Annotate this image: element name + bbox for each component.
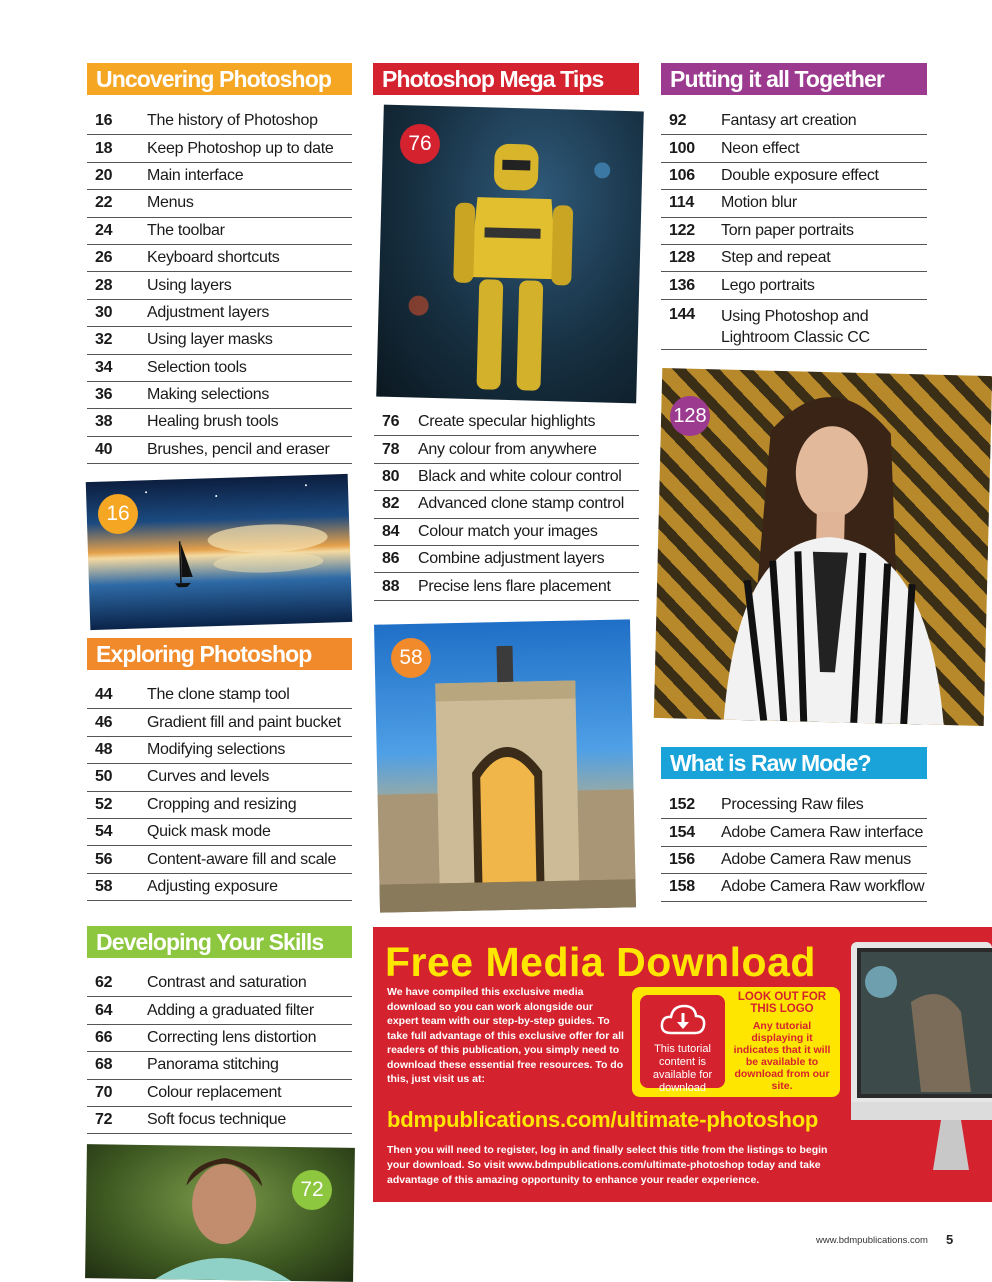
toc-title: The toolbar	[147, 221, 225, 239]
toc-row[interactable]	[374, 409, 639, 436]
toc-page-number: 156	[669, 850, 695, 868]
toc-row[interactable]	[87, 682, 352, 709]
toc-list-skills	[87, 970, 352, 1134]
toc-page-number: 50	[95, 768, 113, 786]
toc-page-number: 114	[669, 194, 694, 212]
toc-title: Lego portraits	[721, 276, 815, 294]
toc-row[interactable]	[87, 819, 352, 846]
toc-page-number: 70	[95, 1083, 113, 1101]
toc-row[interactable]	[87, 1025, 352, 1052]
toc-list-raw	[661, 792, 927, 902]
toc-title: Content-aware fill and scale	[147, 850, 337, 868]
toc-row[interactable]	[87, 1052, 352, 1079]
toc-row[interactable]	[661, 792, 927, 819]
toc-title: Combine adjustment layers	[418, 550, 605, 568]
toc-page-number: 128	[669, 249, 695, 267]
page-badge-58: 58	[391, 638, 431, 678]
toc-title: Torn paper portraits	[721, 221, 854, 239]
toc-page-number: 48	[95, 740, 113, 758]
toc-row[interactable]	[661, 218, 927, 245]
lookout-body: Any tutorial displaying it indicates that it will be available to download from our site.	[733, 1020, 831, 1092]
toc-title: Adding a graduated filter	[147, 1001, 314, 1019]
toc-title: Curves and levels	[147, 768, 270, 786]
free-media-download-panel	[373, 927, 992, 1202]
toc-row[interactable]	[87, 300, 352, 327]
toc-page-number: 34	[95, 358, 113, 376]
toc-title: Using Photoshop and Lightroom Classic CC	[721, 307, 870, 346]
toc-list-together	[661, 108, 927, 350]
imac-monitor-image	[851, 942, 992, 1174]
toc-title: Precise lens flare placement	[418, 577, 611, 595]
toc-title: Gradient fill and paint bucket	[147, 713, 341, 731]
toc-row[interactable]	[87, 874, 352, 901]
toc-row[interactable]	[661, 108, 927, 135]
toc-row[interactable]	[87, 997, 352, 1024]
promo-footer-text: Then you will need to register, log in and finally select this title from the listings to begin your download. So visit www.bdmpublications.com/ultimate-photoshop today and take advantage of this amazing opportunity to enhance your reader experience.	[387, 1144, 828, 1186]
toc-page-number: 16	[95, 112, 113, 130]
toc-row[interactable]	[87, 190, 352, 217]
toc-title: Modifying selections	[147, 740, 286, 758]
toc-page-number: 62	[95, 974, 113, 992]
download-logo	[640, 995, 725, 1094]
promo-body-text: We have compiled this exclusive media download so you can work alongside our expert team with our step-by-step guides. To take full advantage of this exclusive offer for all readers of this publication, you simply need to download these essential free resources. To do this, just visit us at:	[387, 986, 624, 1085]
toc-title: Selection tools	[147, 358, 247, 376]
toc-page-number: 64	[95, 1001, 113, 1019]
section-header-uncovering: Uncovering Photoshop	[87, 63, 352, 95]
toc-row[interactable]	[661, 135, 927, 162]
toc-page-number: 144	[669, 305, 695, 323]
page-badge-72: 72	[292, 1170, 332, 1210]
toc-title: Create specular highlights	[418, 413, 596, 431]
toc-row[interactable]	[87, 245, 352, 272]
toc-title: Using layers	[147, 276, 232, 294]
toc-title: Cropping and resizing	[147, 795, 297, 813]
toc-title: Adjusting exposure	[147, 877, 278, 895]
page-badge-76: 76	[400, 124, 440, 164]
section-header-skills: Developing Your Skills	[87, 926, 352, 958]
toc-page-number: 88	[382, 577, 400, 595]
toc-row[interactable]	[87, 135, 352, 162]
toc-title: Making selections	[147, 386, 270, 404]
toc-title: Quick mask mode	[147, 823, 271, 841]
toc-row[interactable]	[661, 272, 927, 299]
toc-row[interactable]	[374, 573, 639, 600]
toc-row[interactable]	[87, 737, 352, 764]
toc-row[interactable]	[87, 382, 352, 409]
toc-row[interactable]	[661, 819, 927, 846]
toc-page-number: 152	[669, 796, 695, 814]
toc-page-number: 56	[95, 850, 113, 868]
logo-caption: This tutorial content is available for download	[652, 1043, 713, 1094]
toc-page-number: 44	[95, 686, 113, 704]
toc-title: Correcting lens distortion	[147, 1028, 317, 1046]
toc-row[interactable]	[87, 409, 352, 436]
toc-page-number: 158	[669, 878, 695, 896]
toc-page-number: 136	[669, 276, 695, 294]
toc-title: Panorama stitching	[147, 1056, 279, 1074]
toc-title: Using layer masks	[147, 331, 273, 349]
toc-page-number: 52	[95, 795, 113, 813]
toc-row[interactable]	[87, 1080, 352, 1107]
page-badge-128: 128	[670, 396, 710, 436]
toc-title: Neon effect	[721, 139, 800, 157]
toc-list-exploring	[87, 682, 352, 901]
toc-row[interactable]	[87, 163, 352, 190]
toc-row[interactable]	[87, 1107, 352, 1134]
toc-title: Black and white colour control	[418, 467, 622, 485]
cloud-download-icon	[659, 1001, 707, 1037]
toc-title: Processing Raw files	[721, 796, 864, 814]
toc-title: Adobe Camera Raw menus	[721, 850, 911, 868]
toc-row[interactable]	[661, 190, 927, 217]
toc-title: Adobe Camera Raw workflow	[721, 878, 925, 896]
section-header-together: Putting it all Together	[661, 63, 927, 95]
toc-row[interactable]	[374, 546, 639, 573]
toc-title: Menus	[147, 194, 194, 212]
toc-page-number: 58	[95, 877, 113, 895]
toc-page-number: 86	[382, 550, 400, 568]
toc-page-number: 80	[382, 467, 400, 485]
toc-title: Healing brush tools	[147, 413, 279, 431]
toc-page-number: 18	[95, 139, 113, 157]
toc-title: Adobe Camera Raw interface	[721, 823, 924, 841]
download-url-link[interactable]: bdmpublications.com/ultimate-photoshop	[387, 1107, 819, 1132]
toc-row[interactable]	[661, 245, 927, 272]
section-header-raw: What is Raw Mode?	[661, 747, 927, 779]
toc-title: The clone stamp tool	[147, 686, 290, 704]
toc-row[interactable]	[374, 491, 639, 518]
toc-row[interactable]	[661, 874, 927, 901]
promo-title: Free Media Download	[385, 939, 816, 985]
toc-row[interactable]	[87, 846, 352, 873]
toc-title: Keyboard shortcuts	[147, 249, 280, 267]
section-header-exploring: Exploring Photoshop	[87, 638, 352, 670]
woman-portrait-photo	[85, 1144, 355, 1282]
monitor-icon	[851, 942, 992, 1174]
toc-list-uncovering	[87, 108, 352, 464]
toc-page-number: 28	[95, 276, 113, 294]
toc-row[interactable]	[87, 970, 352, 997]
toc-page-number: 100	[669, 139, 695, 157]
toc-title: Fantasy art creation	[721, 112, 857, 130]
toc-list-mega-tips	[374, 409, 639, 601]
page-number: 5	[946, 1232, 954, 1247]
toc-title: Adjustment layers	[147, 303, 270, 321]
toc-row[interactable]	[87, 709, 352, 736]
toc-page-number: 54	[95, 823, 113, 841]
toc-page-number: 38	[95, 413, 113, 431]
toc-row[interactable]	[374, 519, 639, 546]
toc-title: Keep Photoshop up to date	[147, 139, 334, 157]
toc-page-number: 68	[95, 1056, 113, 1074]
toc-row[interactable]	[374, 436, 639, 463]
lookout-title: LOOK OUT FOR THIS LOGO	[737, 991, 827, 1015]
toc-title: Colour match your images	[418, 522, 598, 540]
toc-page-number: 76	[382, 413, 400, 431]
toc-title: Advanced clone stamp control	[418, 495, 624, 513]
toc-row[interactable]	[661, 163, 927, 190]
toc-page-number: 122	[669, 221, 695, 239]
toc-page-number: 40	[95, 440, 113, 458]
toc-title: Any colour from anywhere	[418, 440, 597, 458]
toc-row[interactable]	[661, 847, 927, 874]
toc-row[interactable]	[87, 437, 352, 464]
toc-row[interactable]	[87, 327, 352, 354]
toc-page-number: 84	[382, 522, 400, 540]
toc-title: The history of Photoshop	[147, 112, 318, 130]
toc-row[interactable]	[87, 108, 352, 135]
toc-page-number: 46	[95, 713, 113, 731]
toc-page-number: 36	[95, 386, 113, 404]
toc-title: Double exposure effect	[721, 166, 879, 184]
woman-figure-icon	[85, 1144, 355, 1282]
toc-row[interactable]	[87, 272, 352, 299]
toc-page-number: 106	[669, 166, 695, 184]
toc-row[interactable]	[87, 792, 352, 819]
toc-row[interactable]	[374, 464, 639, 491]
toc-page-number: 24	[95, 221, 113, 239]
toc-title: Brushes, pencil and eraser	[147, 440, 330, 458]
toc-page-number: 82	[382, 495, 400, 513]
section-header-mega-tips: Photoshop Mega Tips	[373, 63, 639, 95]
toc-title: Soft focus technique	[147, 1111, 286, 1129]
toc-page-number: 154	[669, 823, 695, 841]
toc-page-number: 66	[95, 1028, 113, 1046]
toc-title: Main interface	[147, 166, 244, 184]
footer-url[interactable]: www.bdmpublications.com	[816, 1235, 928, 1246]
toc-row[interactable]	[87, 218, 352, 245]
toc-row[interactable]	[87, 764, 352, 791]
download-logo-panel	[632, 987, 840, 1097]
toc-title: Contrast and saturation	[147, 974, 307, 992]
page-badge-16: 16	[98, 494, 138, 534]
toc-page-number: 30	[95, 303, 113, 321]
toc-title: Motion blur	[721, 194, 797, 212]
toc-title: Colour replacement	[147, 1083, 282, 1101]
toc-row[interactable]	[87, 355, 352, 382]
toc-page-number: 32	[95, 331, 113, 349]
toc-page-number: 72	[95, 1111, 113, 1129]
toc-page-number: 20	[95, 166, 113, 184]
toc-page-number: 22	[95, 194, 113, 212]
toc-page-number: 92	[669, 112, 687, 130]
toc-row[interactable]	[661, 300, 927, 350]
toc-title: Step and repeat	[721, 249, 831, 267]
toc-page-number: 26	[95, 249, 113, 267]
toc-page-number: 78	[382, 440, 400, 458]
